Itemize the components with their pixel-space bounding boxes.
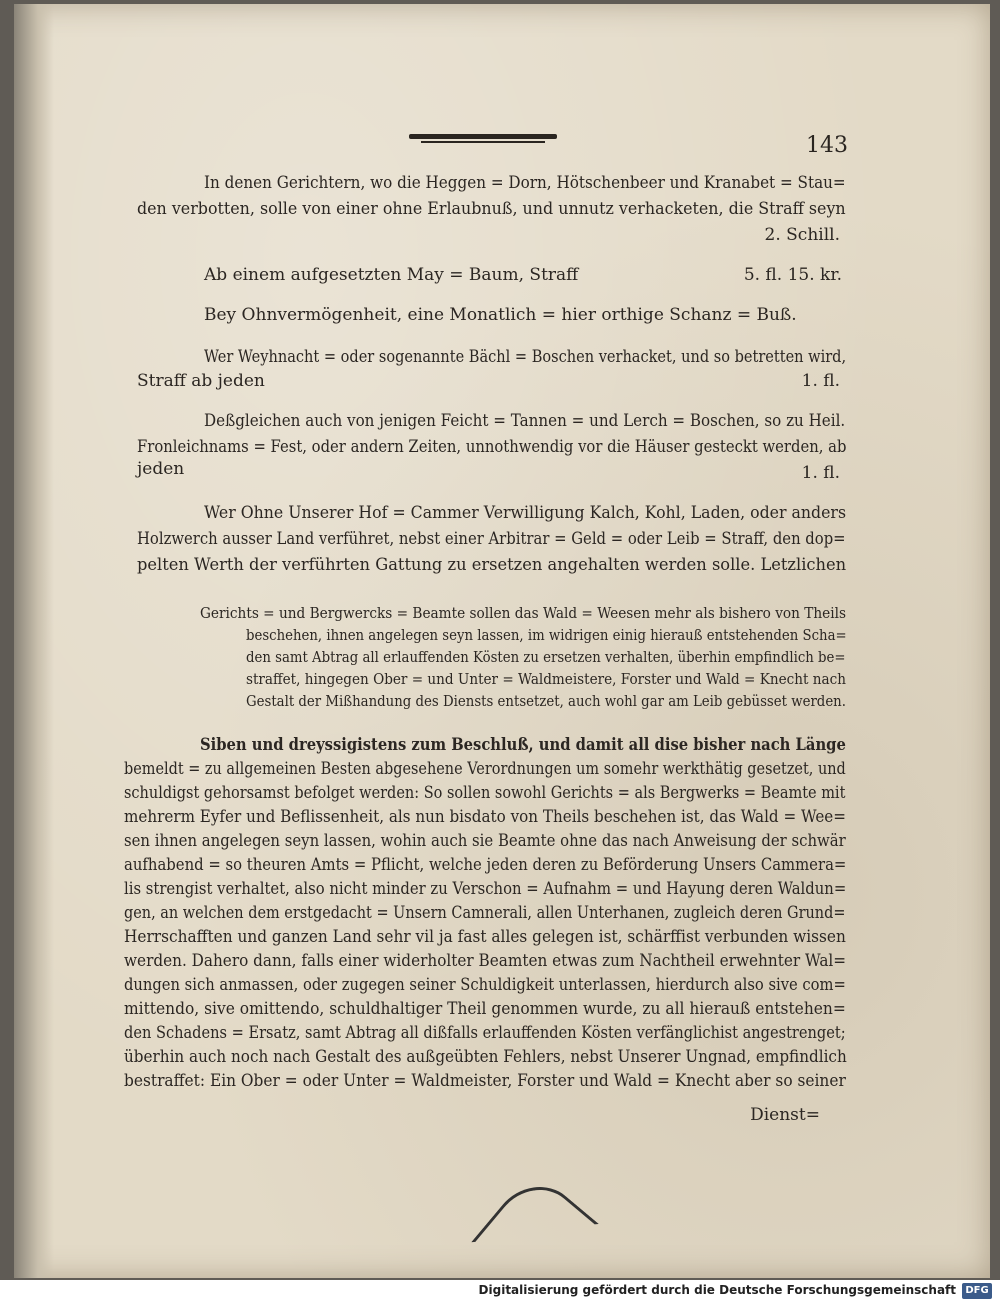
paragraph-8-line-10: werden. Dahero dann, falls einer widerholter Beamten etwas zum Nachtheil erwehnter Wal= <box>124 951 847 971</box>
paragraph-5-amount: 1. fl. <box>801 463 840 483</box>
paragraph-6-line-1: Wer Ohne Unserer Hof = Cammer Verwilligung Kalch, Kohl, Laden, oder anders <box>204 503 847 523</box>
paragraph-5-line-3: jeden <box>137 459 185 479</box>
paragraph-4-amount: 1. fl. <box>801 371 840 391</box>
paragraph-5-line-1: Deßgleichen auch von jenigen Feicht = Tannen = und Lerch = Boschen, so zu Heil. <box>204 411 846 431</box>
paragraph-7-line-1: Gerichts = und Bergwercks = Beamte sollen das Wald = Weesen mehr als bishero von Theils <box>200 606 847 622</box>
paragraph-8-line-11: dungen sich anmassen, oder zugegen seiner Schuldigkeit unterlassen, hierdurch also sive com= <box>124 975 846 995</box>
paragraph-8-line-12: mittendo, sive omittendo, schuldhaltiger Theil genommen wurde, zu all hierauß entstehen= <box>124 999 846 1019</box>
paragraph-8-line-2: bemeldt = zu allgemeinen Besten abgesehene Verordnungen um somehr werkthätig gesetzet, und <box>124 759 846 779</box>
paragraph-8-line-9: Herrschafften und ganzen Land sehr vil ja fast alles gelegen ist, schärffist verbunden wissen <box>124 927 846 947</box>
page-number: 143 <box>806 133 848 158</box>
paragraph-8-line-8: gen, an welchen dem erstgedacht = Unsern Camnerali, allen Unterhanen, zugleich deren Grund= <box>124 903 846 923</box>
paragraph-5-line-2: Fronleichnams = Fest, oder andern Zeiten, unnothwendig vor die Häuser gesteckt werden, ab <box>137 437 847 457</box>
paragraph-7-line-4: straffet, hingegen Ober = und Unter = Waldmeistere, Forster und Wald = Knecht nach <box>246 672 846 688</box>
paragraph-4-line-1: Wer Weyhnacht = oder sogenannte Bächl = Boschen verhacket, und so betretten wird, <box>204 347 847 367</box>
paragraph-8-line-1: Siben und dreyssigistens zum Beschluß, und damit all dise bisher nach Länge <box>200 735 846 755</box>
catchword: Dienst= <box>750 1105 820 1125</box>
paragraph-2-amount: 5. fl. 15. kr. <box>743 265 842 285</box>
header-ornament-rule <box>409 134 557 139</box>
paragraph-7-line-3: den samt Abtrag all erlauffenden Kösten zu ersetzen verhalten, überhin empfindlich be= <box>246 650 846 666</box>
paragraph-2-text: Ab einem aufgesetzten May = Baum, Straff <box>204 265 579 285</box>
paragraph-8-line-14: überhin auch noch nach Gestalt des außgeübten Fehlers, nebst Unserer Ungnad, empfindlich <box>124 1047 847 1067</box>
paragraph-8-line-5: sen ihnen angelegen seyn lassen, wohin auch sie Beamte ohne das nach Anweisung der schwär <box>124 831 846 851</box>
paragraph-1-amount: 2. Schill. <box>764 225 840 245</box>
paragraph-1-line-1: In denen Gerichtern, wo die Heggen = Dorn, Hötschenbeer und Kranabet = Stau= <box>204 173 846 193</box>
paragraph-8-line-3: schuldigst gehorsamst befolget werden: So sollen sowohl Gerichts = als Bergwerks = Beamte mit <box>124 783 846 803</box>
footer-credit-text: Digitalisierung gefördert durch die Deutsche Forschungsgemeinschaft <box>478 1283 956 1297</box>
paragraph-4-line-2: Straff ab jeden <box>137 371 265 391</box>
paragraph-8-line-6: aufhabend = so theuren Amts = Pflicht, welche jeden deren zu Beförderung Unsers Cammera= <box>124 855 847 875</box>
paragraph-7-line-2: beschehen, ihnen angelegen seyn lassen, im widrigen einig hierauß entstehenden Scha= <box>246 628 847 644</box>
paragraph-1-line-2: den verbotten, solle von einer ohne Erlaubnuß, und unnutz verhacketen, die Straff seyn <box>137 199 846 219</box>
paragraph-8-line-7: lis strengist verhaltet, also nicht minder zu Verschon = Aufnahm = und Hayung deren Waldun= <box>124 879 847 899</box>
book-spine-shadow <box>14 4 54 1278</box>
paragraph-8-line-13: den Schadens = Ersatz, samt Abtrag all dißfalls erlauffenden Kösten verfänglichist angestrenget; <box>124 1023 846 1043</box>
paragraph-6-line-2: Holzwerch ausser Land verführet, nebst einer Arbitrar = Geld = oder Leib = Straff, den dop= <box>137 529 846 549</box>
paragraph-6-line-3: pelten Werth der verführten Gattung zu ersetzen angehalten werden solle. Letzlichen <box>137 555 847 575</box>
dfg-logo-icon: DFG <box>962 1283 992 1299</box>
paragraph-7-line-5: Gestalt der Mißhandung des Diensts entsetzet, auch wohl gar am Leib gebüsset werden. <box>246 694 846 710</box>
paragraph-8-line-4: mehrerm Eyfer und Beflissenheit, als nun bisdato von Theils beschehen ist, das Wald = Wee= <box>124 807 846 827</box>
paragraph-8-line-15: bestraffet: Ein Ober = oder Unter = Waldmeister, Forster und Wald = Knecht aber so seiner <box>124 1071 846 1091</box>
paragraph-3-text: Bey Ohnvermögenheit, eine Monatlich = hier orthige Schanz = Buß. <box>204 305 797 325</box>
footer-bar <box>0 1280 1000 1303</box>
